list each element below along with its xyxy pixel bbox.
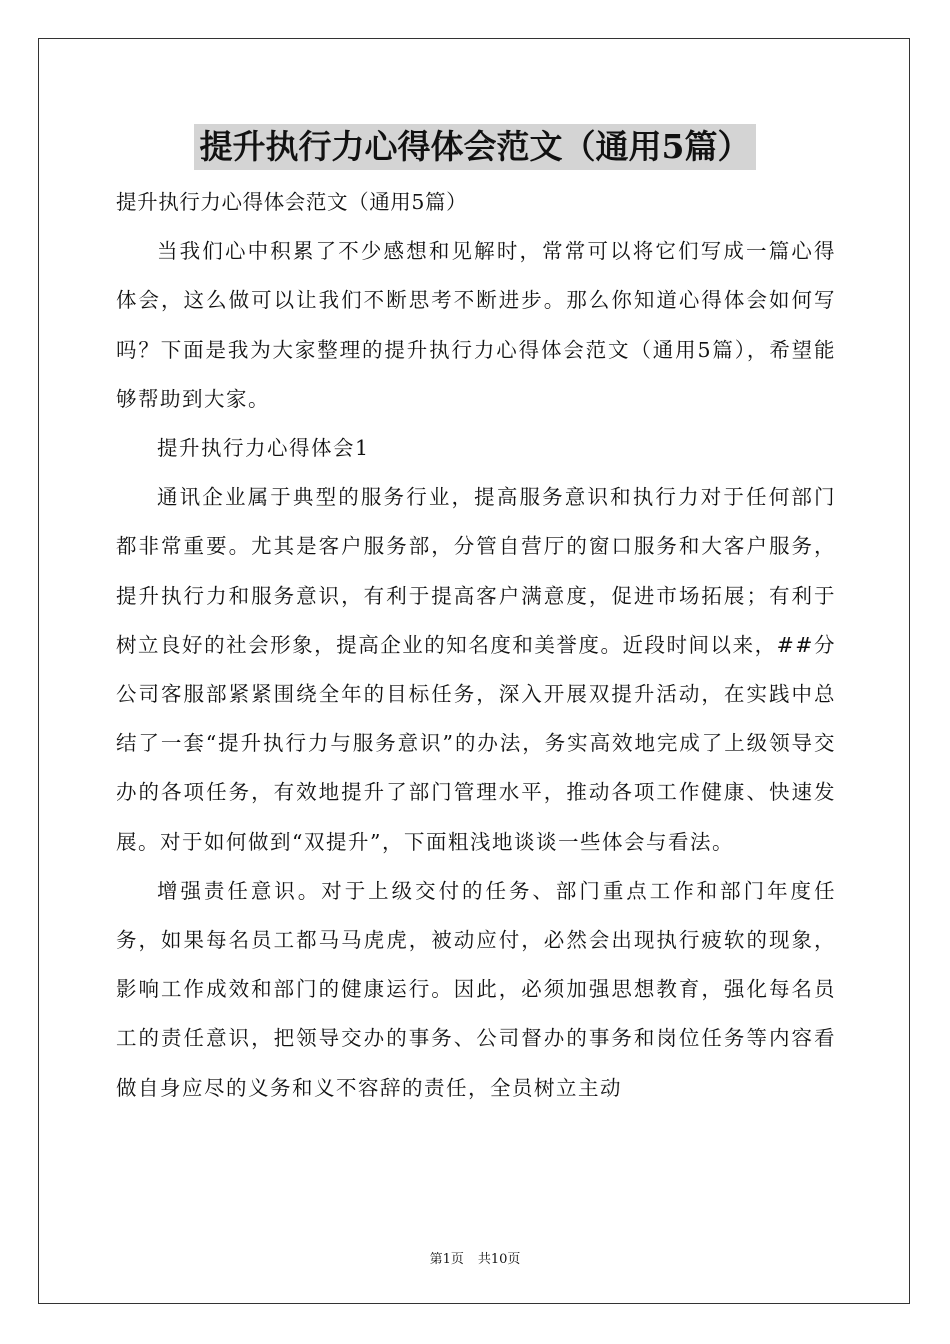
document-title: 提升执行力心得体会范文（通用5篇） (194, 124, 757, 170)
document-body (116, 178, 836, 1113)
page-number: 第1页 (429, 1252, 464, 1267)
page-total: 共10页 (477, 1252, 521, 1267)
body-paragraph-2: 增强责任意识。对于上级交付的任务、部门重点工作和部门年度任务，如果每名员工都马马虎虎，被动应付，必然会出现执行疲软的现象，影响工作成效和部门的健康运行。因此，必须加强思想教育，强化每名员工的责任意识，把领导交办的事务、公司督办的事务和岗位任务等内容看做自身应尽的义务和义不容辞的责任，全员树立主动 (116, 878, 836, 1100)
page-footer (0, 1248, 950, 1267)
body-paragraph-1: 通讯企业属于典型的服务行业，提高服务意识和执行力对于任何部门都非常重要。尤其是客户服务部，分管自营厅的窗口服务和大客户服务，提升执行力和服务意识，有利于提高客户满意度，促进市场拓展；有利于树立良好的社会形象，提高企业的知名度和美誉度。近段时间以来，##分公司客服部紧紧围绕全年的目标任务，深入开展双提升活动，在实践中总结了一套“提升执行力与服务意识”的办法，务实高效地完成了上级领导交办的各项任务，有效地提升了部门管理水平，推动各项工作健康、快速发展。对于如何做到“双提升”，下面粗浅地谈谈一些体会与看法。 (116, 485, 836, 854)
intro-paragraph: 当我们心中积累了不少感想和见解时，常常可以将它们写成一篇心得体会，这么做可以让我们不断思考不断进步。那么你知道心得体会如何写吗？下面是我为大家整理的提升执行力心得体会范文（通用5篇），希望能够帮助到大家。 (116, 239, 836, 411)
document-subtitle: 提升执行力心得体会范文（通用5篇） (116, 190, 468, 214)
section-heading: 提升执行力心得体会1 (157, 436, 370, 461)
title-container (0, 124, 950, 170)
